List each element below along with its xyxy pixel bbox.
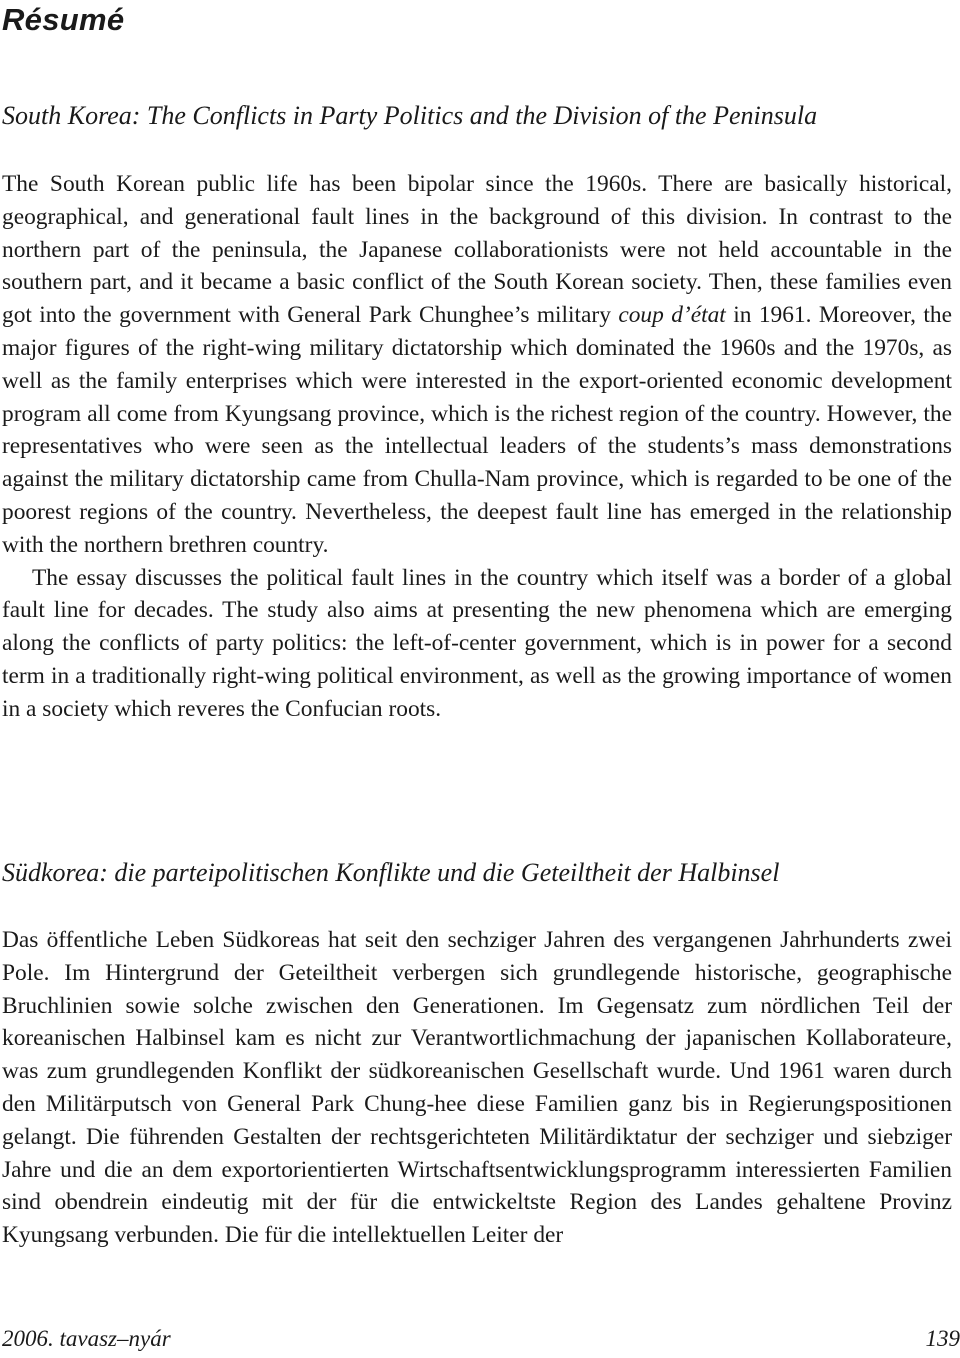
german-section-heading: Südkorea: die parteipolitischen Konflikte und die Geteiltheit der Halbinsel bbox=[2, 858, 780, 887]
german-paragraph-1: Das öffentliche Leben Südkoreas hat seit den sechziger Jahren des vergangenen Jahrhunderts zwei Pole. Im Hintergrund der Geteiltheit verbergen sich grundlegende historische, geographische Bruchlinien sowie solche zwischen den Generationen. Im Gegensatz zum nördlichen Teil der koreanischen Halbinsel kam es nicht zur Verantwortlichmachung der japanischen Kollaborateure, was zum grundlegenden Konflikt der südkoreanischen Gesellschaft wurde. Und 1961 waren durch den Militärputsch von General Park Chung-hee diese Familien ganz bis in Regierungspositionen gelangt. Die führenden Gestalten der rechtsgerichteten Militärdiktatur der sechziger und siebziger Jahre und die an dem exportorientierten Wirtschaftsentwicklungsprogramm interessierten Familien sind obendrein eindeutig mit der für die entwickeltste Region des Landes gehaltene Provinz Kyungsang verbunden. Die für die intellektuellen Leiter der bbox=[2, 927, 952, 1249]
page-title: Résumé bbox=[2, 2, 125, 37]
english-paragraph-1-text-a: The South Korean public life has been bipolar since the 1960s. There are basically historical, geographical, and generational fault lines in the background of this division. In contrast to the northern part of the peninsula, the Japanese collaborationists were not held accountable in the southern part, and it became a basic conflict of the South Korean society. Then, these families even got into the government with General Park Chunghee’s military bbox=[2, 171, 952, 329]
english-paragraph-1-italic: coup d’état bbox=[618, 302, 726, 329]
footer-issue: 2006. tavasz–nyár bbox=[2, 1326, 171, 1351]
english-paragraph-1 bbox=[2, 168, 952, 562]
english-body bbox=[2, 168, 952, 726]
page-footer bbox=[2, 1323, 960, 1355]
german-body bbox=[2, 924, 952, 1252]
page-number: 139 bbox=[925, 1326, 960, 1351]
english-paragraph-2: The essay discusses the political fault lines in the country which itself was a border of a global fault line for decades. The study also aims at presenting the new phenomena which are emerging along the conflicts of party politics: the left-of-center government, which is in power for a second term in a traditionally right-wing political environment, as well as the growing importance of women in a society which reveres the Confucian roots. bbox=[2, 564, 952, 722]
english-paragraph-1-text-b: in 1961. Moreover, the major figures of the right-wing military dictatorship which dominated the 1960s and the 1970s, as well as the family enterprises which were interested in the export-oriented economic development program all come from Kyungsang province, which is the richest region of the country. However, the representatives who were seen as the intellectual leaders of the students’s mass demonstrations against the military dictatorship came from Chulla-Nam province, which is regarded to be one of the poorest regions of the country. Nevertheless, the deepest fault line has emerged in the relationship with the northern brethren country. bbox=[2, 302, 952, 558]
english-section-heading: South Korea: The Conflicts in Party Politics and the Division of the Peninsula bbox=[2, 101, 818, 130]
